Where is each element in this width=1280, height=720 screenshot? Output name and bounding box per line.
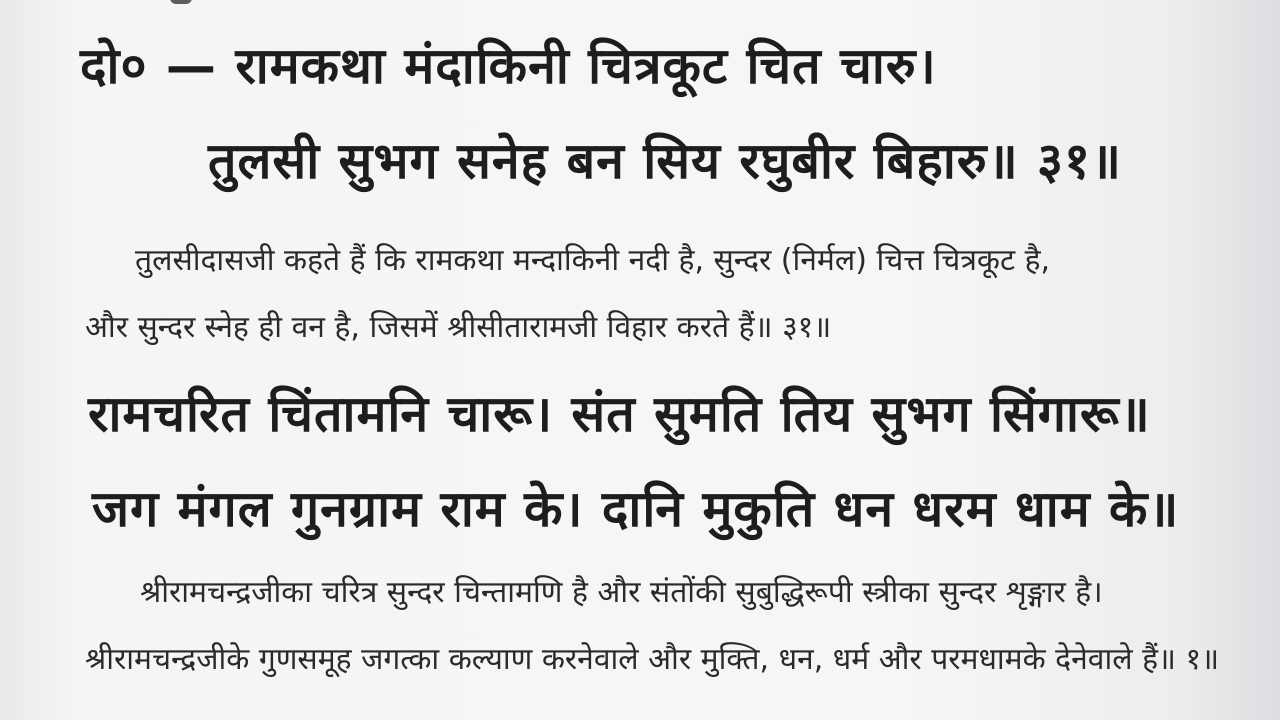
chaupai-line-2: जग मंगल गुनग्राम राम के। दानि मुकुति धन धरम धाम के॥ (92, 480, 1180, 538)
doha-line-2: तुलसी सुभग सनेह बन सिय रघुबीर बिहारु॥ ३१॥ (208, 132, 1122, 190)
cropped-glyph-top (170, 0, 192, 4)
chaupai-meaning-line-1: श्रीरामचन्द्रजीका चरित्र सुन्दर चिन्तामणि है और संतोंकी सुबुद्धिरूपी स्त्रीका सुन्दर शृङ्गार है। (140, 575, 1103, 610)
chaupai-meaning-line-2: श्रीरामचन्द्रजीके गुणसमूह जगत्का कल्याण करनेवाले और मुक्ति, धन, धर्म और परमधामके देनेवाले हैं॥ १॥ (85, 642, 1220, 677)
doha-meaning-line-1: तुलसीदासजी कहते हैं कि रामकथा मन्दाकिनी नदी है, सुन्दर (निर्मल) चित्त चित्रकूट है, (135, 243, 1051, 278)
doha-line-1: दो० — रामकथा मंदाकिनी चित्रकूट चित चारु। (80, 37, 937, 95)
doha-meaning-line-2: और सुन्दर स्नेह ही वन है, जिसमें श्रीसीतारामजी विहार करते हैं॥ ३१॥ (85, 310, 832, 345)
chaupai-line-1: रामचरित चिंतामनि चारू। संत सुमति तिय सुभग सिंगारू॥ (88, 385, 1151, 443)
